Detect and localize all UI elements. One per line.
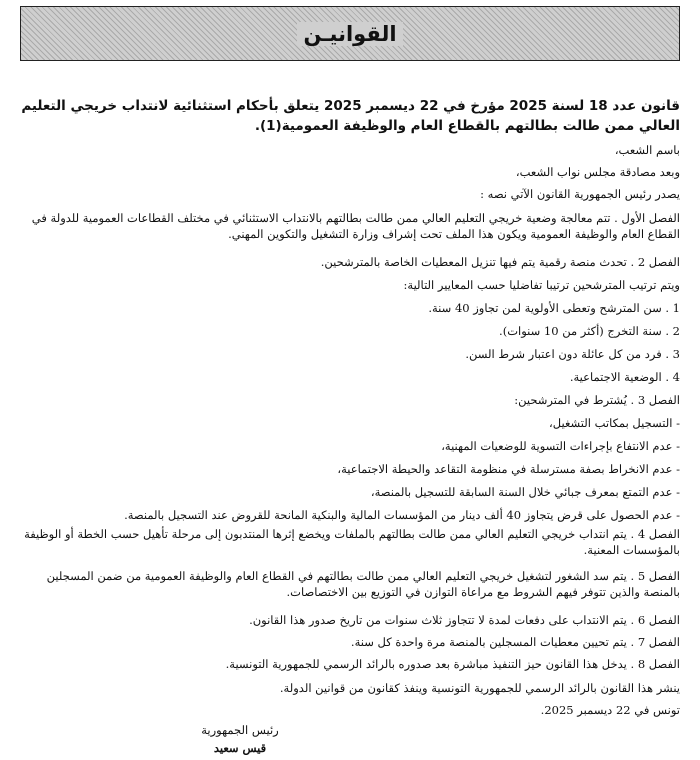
date-line: تونس في 22 ديسمبر 2025. — [540, 703, 680, 717]
signature-role: رئيس الجمهورية — [201, 723, 279, 737]
preamble-line: وبعد مصادقة مجلس نواب الشعب، — [515, 165, 680, 179]
condition-item: - التسجيل بمكاتب التشغيل، — [549, 416, 680, 430]
preamble-line: باسم الشعب، — [614, 143, 680, 157]
condition-item: - عدم الحصول على قرض يتجاوز 40 ألف دينار من المؤسسات المالية والبنكية المانحة للقروض عند التسجيل بالمنصة. — [124, 508, 680, 522]
article-8: الفصل 8 . يدخل هذا القانون حيز التنفيذ مباشرة بعد صدوره بالرائد الرسمي للجمهورية التونسية. — [225, 657, 680, 671]
condition-item: - عدم التمتع بمعرف جبائي خلال السنة السابقة للتسجيل بالمنصة، — [370, 485, 680, 499]
article-7: الفصل 7 . يتم تحيين معطيات المسجلين بالمنصة مرة واحدة كل سنة. — [350, 635, 680, 649]
law-title: قانون عدد 18 لسنة 2025 مؤرخ في 22 ديسمبر 2025 يتعلق بأحكام استثنائية لانتداب خريجي التعليم العالي ممن طالت بطالتهم بالقطاع العام والوظيفة العمومية(1). — [21, 98, 680, 134]
signature-name: قيس سعيد — [213, 741, 267, 755]
criterion-item: 1 . سن المترشح وتعطى الأولوية لمن تجاوز 40 سنة. — [428, 301, 680, 315]
article-2: الفصل 2 . تحدث منصة رقمية يتم فيها تنزيل المعطيات الخاصة بالمترشحين. — [320, 255, 680, 269]
section-heading: القوانيـن — [297, 22, 402, 46]
publication-clause: ينشر هذا القانون بالرائد الرسمي للجمهورية التونسية وينفذ كقانون من قوانين الدولة. — [279, 681, 680, 695]
criterion-item: 4 . الوضعية الاجتماعية. — [569, 370, 680, 384]
preamble-line: يصدر رئيس الجمهورية القانون الآتي نصه : — [480, 187, 680, 201]
article-5: الفصل 5 . يتم سد الشغور لتشغيل خريجي التعليم العالي ممن طالت بطالتهم في القطاع العام والوظيفة العمومية من ضمن المسجلين بالمنصة والذين تتوفر فيهم الشروط مع مراعاة التوازن في التوزيع بين الاختصاصات. — [46, 569, 680, 599]
section-banner — [20, 6, 680, 61]
criterion-item: 3 . فرد من كل عائلة دون اعتبار شرط السن. — [465, 347, 680, 361]
article-6: الفصل 6 . يتم الانتداب على دفعات لمدة لا تتجاوز ثلاث سنوات من تاريخ صدور هذا القانون. — [249, 613, 680, 627]
article-1: الفصل الأول . تتم معالجة وضعية خريجي التعليم العالي ممن طالت بطالتهم بالانتداب الاستثنائي في مختلف القطاعات العمومية للدولة في القطاع العام والوظيفة العمومية ويكون هذا الملف تحت إشراف وزارة التشغيل والتكوين المهني. — [31, 211, 680, 241]
ranking-intro: ويتم ترتيب المترشحين ترتيبا تفاضليا حسب المعايير التالية: — [403, 278, 680, 292]
criterion-item: 2 . سنة التخرج (أكثر من 10 سنوات). — [499, 324, 680, 338]
article-3: الفصل 3 . يُشترط في المترشحين: — [514, 393, 680, 407]
condition-item: - عدم الانتفاع بإجراءات التسوية للوضعيات المهنية، — [441, 439, 680, 453]
article-4: الفصل 4 . يتم انتداب خريجي التعليم العالي ممن طالت بطالتهم بالملفات ويخضع إثرها المنتدبون إلى مرحلة تأهيل حسب الخطة أو الوظيفة بالمؤسسات المعنية. — [24, 527, 680, 557]
condition-item: - عدم الانخراط بصفة مسترسلة في منظومة التقاعد والحيطة الاجتماعية، — [337, 462, 680, 476]
